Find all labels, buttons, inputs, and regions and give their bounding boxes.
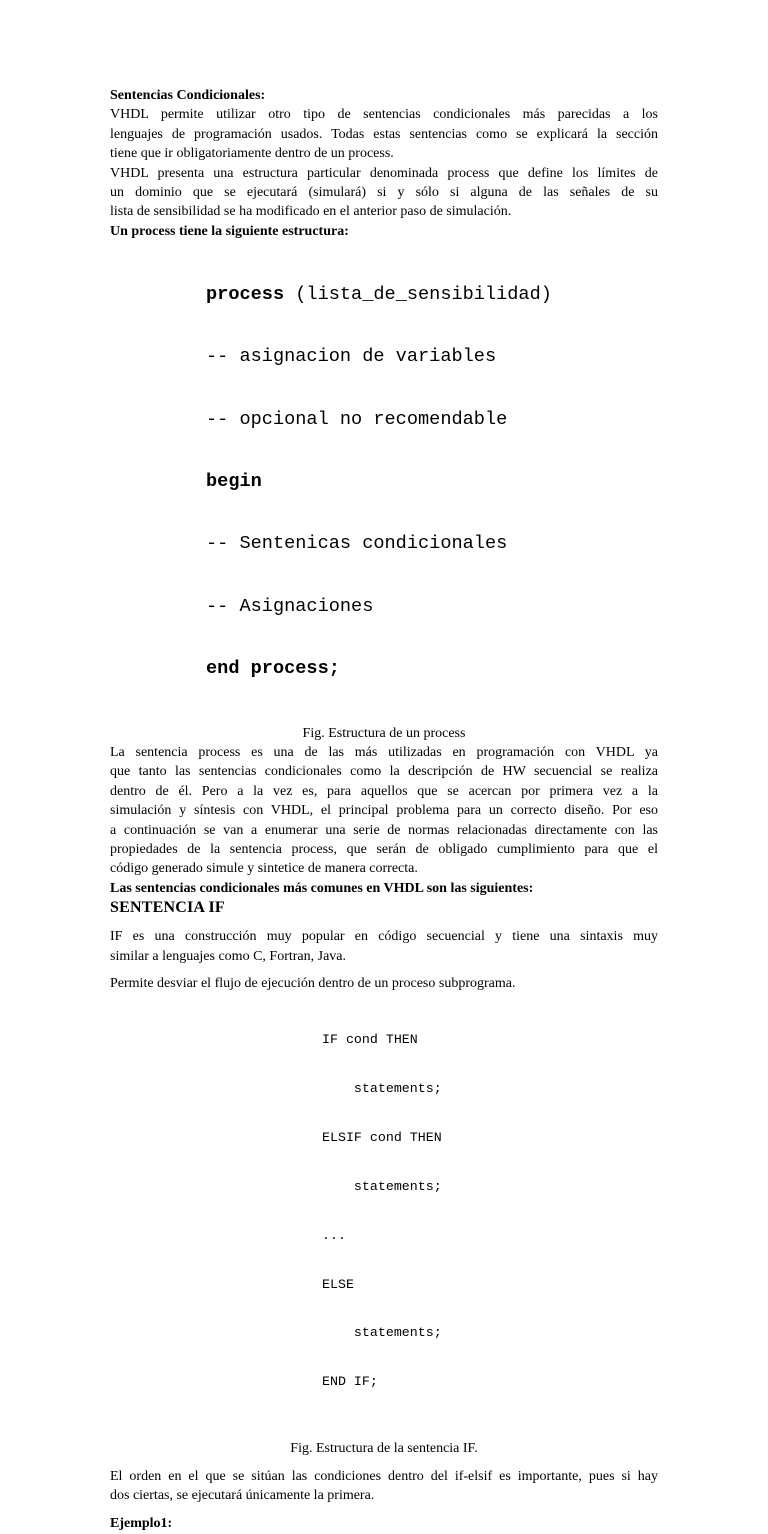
code-line: ELSE: [322, 1276, 354, 1292]
process-structure-heading: Un process tiene la siguiente estructura:: [110, 223, 349, 239]
figure-caption: Fig. Estructura de la sentencia IF.: [290, 1441, 478, 1457]
text-line: que tanto las sentencias condicionales como la descripción de HW secuencial se realiza: [110, 764, 658, 780]
text-line: La sentencia process es una de las más utilizadas en programación con VHDL ya: [110, 744, 658, 760]
code-text: -- opcional no recomendable: [206, 408, 508, 430]
code-line: ...: [322, 1227, 346, 1243]
text-line: El orden en el que se sitúan las condiciones dentro del if-elsif es importante, pues si hay: [110, 1468, 658, 1484]
code-line: [206, 597, 658, 618]
code-line: statements;: [322, 1080, 442, 1096]
text-line: código generado simule y sintetice de manera correcta.: [110, 861, 418, 877]
if-code-figure: [322, 999, 658, 1423]
code-keyword: end process;: [206, 658, 340, 680]
text-line: dentro de él. Pero a la vez es, para aquellos que se acercan por primera vez a la: [110, 783, 658, 799]
text-line: lenguajes de programación usados. Todas estas sentencias como se explicará la sección: [110, 126, 658, 142]
text-line: VHDL presenta una estructura particular denominada process que define los límites de: [110, 165, 658, 181]
code-text: -- asignacion de variables: [206, 346, 497, 368]
section-title: Sentencias Condicionales:: [110, 88, 266, 103]
text-line: propiedades de la sentencia process, que serán de obligado cumplimiento para que el: [110, 842, 658, 858]
text-line: lista de sensibilidad se ha modificado en el anterior paso de simulación.: [110, 204, 512, 220]
code-line: [206, 534, 658, 555]
text-line: un dominio que se ejecutará (simulará) si y sólo si alguna de las señales de su: [110, 185, 658, 201]
text-line: similar a lenguajes como C, Fortran, Java.: [110, 948, 346, 964]
code-keyword: process: [206, 283, 285, 305]
text-line: VHDL permite utilizar otro tipo de sentencias condicionales más parecidas a los: [110, 107, 658, 123]
code-text: (lista_de_sensibilidad): [284, 283, 552, 305]
code-text: -- Asignaciones: [206, 595, 374, 617]
code-keyword: begin: [206, 471, 262, 493]
text-line: IF es una construcción muy popular en código secuencial y tiene una sintaxis muy: [110, 929, 658, 945]
text-line: simulación y síntesis con VHDL, el principal problema para un correcto diseño. Por eso: [110, 803, 658, 819]
order-paragraph: [110, 1467, 658, 1506]
text-line: a continuación se van a enumerar una serie de normas relacionadas directamente con las: [110, 822, 658, 838]
example-heading: Ejemplo1:: [110, 1516, 173, 1532]
code-line: [206, 285, 658, 306]
code-line: statements;: [322, 1178, 442, 1194]
code-line: [206, 659, 658, 680]
code-line: ELSIF cond THEN: [322, 1129, 442, 1145]
figure-caption: Fig. Estructura de un process: [302, 725, 466, 741]
document-page: [110, 86, 658, 1534]
code-line: END IF;: [322, 1374, 378, 1390]
code-line: [206, 347, 658, 368]
if-paragraph: [110, 927, 658, 966]
sentencia-if-heading: SENTENCIA IF: [110, 899, 225, 917]
if-flow-paragraph: Permite desviar el flujo de ejecución dentro de un proceso subprograma.: [110, 976, 516, 992]
code-line: IF cond THEN: [322, 1032, 418, 1048]
text-line: tiene que ir obligatoriamente dentro de un process.: [110, 146, 394, 162]
code-line: [206, 472, 658, 493]
process-paragraph: [110, 743, 658, 879]
process-code-figure: [206, 243, 658, 721]
code-line: [206, 410, 658, 431]
intro-paragraph: [110, 105, 658, 221]
text-line: dos ciertas, se ejecutará únicamente la primera.: [110, 1487, 375, 1503]
code-text: -- Sentenicas condicionales: [206, 533, 508, 555]
common-sentences-heading: Las sentencias condicionales más comunes en VHDL son las siguientes:: [110, 880, 534, 896]
code-line: statements;: [322, 1325, 442, 1341]
